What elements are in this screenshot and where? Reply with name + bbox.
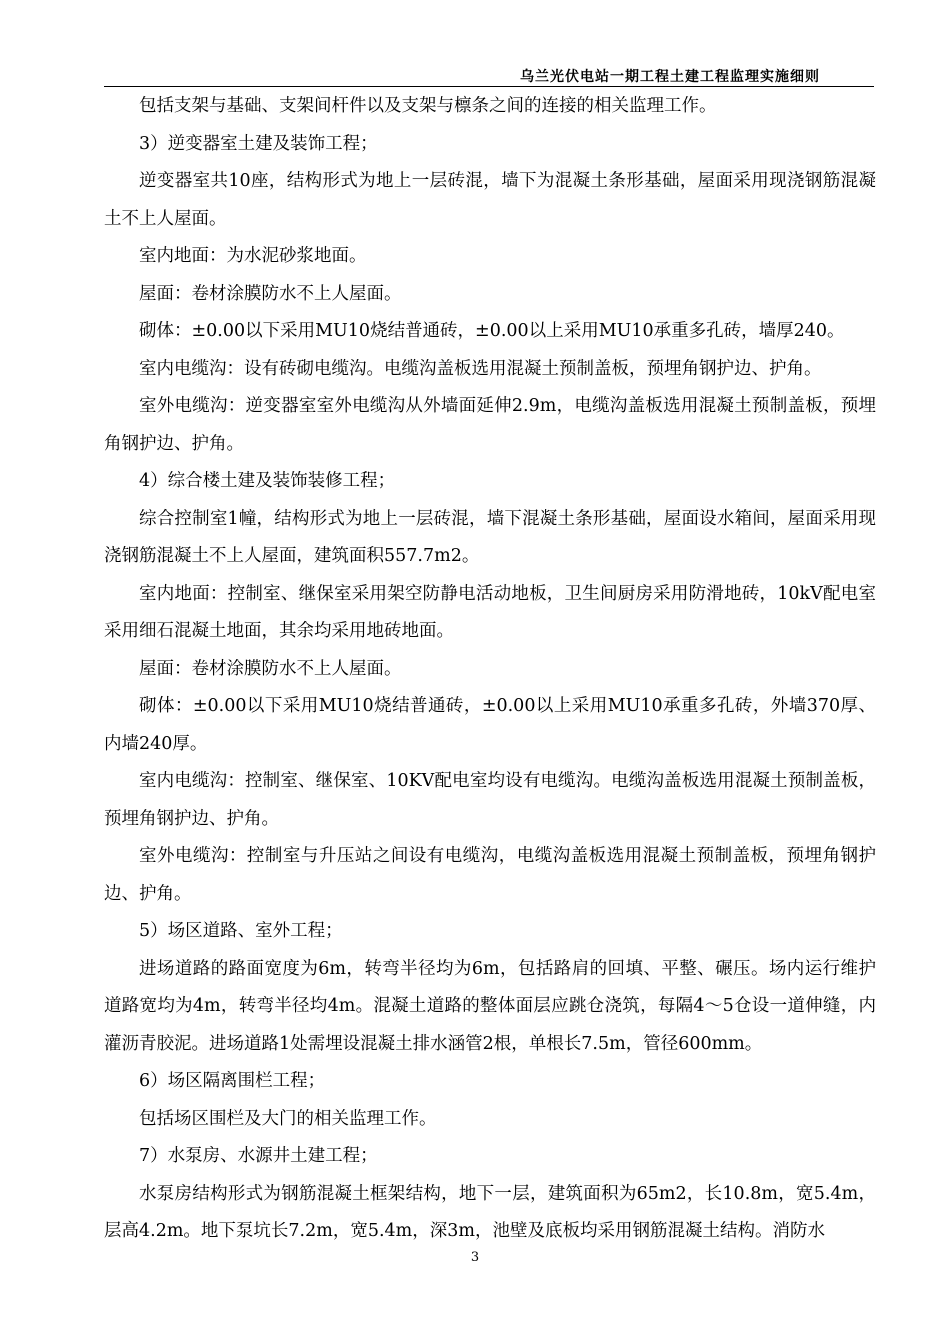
paragraph: 室内电缆沟：控制室、继保室、10KV配电室均设有电缆沟。电缆沟盖板选用混凝土预制盖板，预埋角钢护边、护角。 — [104, 771, 876, 829]
page-number: 3 — [470, 1250, 480, 1265]
page-footer — [0, 1250, 950, 1265]
paragraph: 进场道路的路面宽度为6m，转弯半径均为6m，包括路肩的回填、平整、碾压。场内运行维护道路宽均为4m，转弯半径均4m。混凝土道路的整体面层应跳仓浇筑，每隔4～5仓设一道伸缝，内灌沥青胶泥。进场道路1处需埋设混凝土排水涵管2根，单根长7.5m，管径600mm。 — [104, 958, 876, 1054]
section-heading: 7）水泵房、水源井土建工程； — [139, 1146, 378, 1166]
paragraph: 室内地面：控制室、继保室采用架空防静电活动地板，卫生间厨房采用防滑地砖，10kV配电室采用细石混凝土地面，其余均采用地砖地面。 — [104, 583, 876, 641]
section-heading: 3）逆变器室土建及装饰工程； — [139, 133, 378, 154]
paragraph: 室内地面：为水泥砂浆地面。 — [139, 246, 367, 266]
paragraph: 砌体：±0.00以下采用MU10烧结普通砖，±0.00以上采用MU10承重多孔砖，外墙370厚、内墙240厚。 — [104, 696, 876, 754]
paragraph: 屋面：卷材涂膜防水不上人屋面。 — [139, 658, 402, 679]
section-heading: 4）综合楼土建及装饰装修工程； — [139, 471, 396, 491]
paragraph: 水泵房结构形式为钢筋混凝土框架结构，地下一层，建筑面积为65m2，长10.8m，宽5.4m，层高4.2m。地下泵坑长7.2m，宽5.4m，深3m，池壁及底板均采用钢筋混凝土结构。消防水 — [104, 1183, 876, 1241]
paragraph: 逆变器室共10座，结构形式为地上一层砖混，墙下为混凝土条形基础，屋面采用现浇钢筋混凝土不上人屋面。 — [104, 171, 876, 229]
paragraph: 室外电缆沟：逆变器室室外电缆沟从外墙面延伸2.9m，电缆沟盖板选用混凝土预制盖板，预埋角钢护边、护角。 — [104, 396, 876, 454]
section-heading: 6）场区隔离围栏工程； — [139, 1071, 326, 1091]
section-heading: 5）场区道路、室外工程； — [139, 921, 343, 941]
paragraph: 综合控制室1幢，结构形式为地上一层砖混，墙下混凝土条形基础，屋面设水箱间，屋面采用现浇钢筋混凝土不上人屋面，建筑面积557.7m2。 — [104, 508, 876, 566]
header-title: 乌兰光伏电站一期工程土建工程监理实施细则 — [520, 69, 820, 85]
paragraph: 包括支架与基础、支架间杆件以及支架与檩条之间的连接的相关监理工作。 — [139, 96, 717, 116]
paragraph: 砌体：±0.00以下采用MU10烧结普通砖，±0.00以上采用MU10承重多孔砖，墙厚240。 — [139, 321, 845, 341]
document-body — [104, 88, 876, 1251]
paragraph: 屋面：卷材涂膜防水不上人屋面。 — [139, 283, 402, 304]
paragraph: 室内电缆沟：设有砖砌电缆沟。电缆沟盖板选用混凝土预制盖板，预埋角钢护边、护角。 — [139, 358, 822, 379]
paragraph: 包括场区围栏及大门的相关监理工作。 — [139, 1108, 437, 1129]
paragraph: 室外电缆沟：控制室与升压站之间设有电缆沟，电缆沟盖板选用混凝土预制盖板，预埋角钢护边、护角。 — [104, 846, 876, 904]
page-header — [104, 64, 874, 87]
